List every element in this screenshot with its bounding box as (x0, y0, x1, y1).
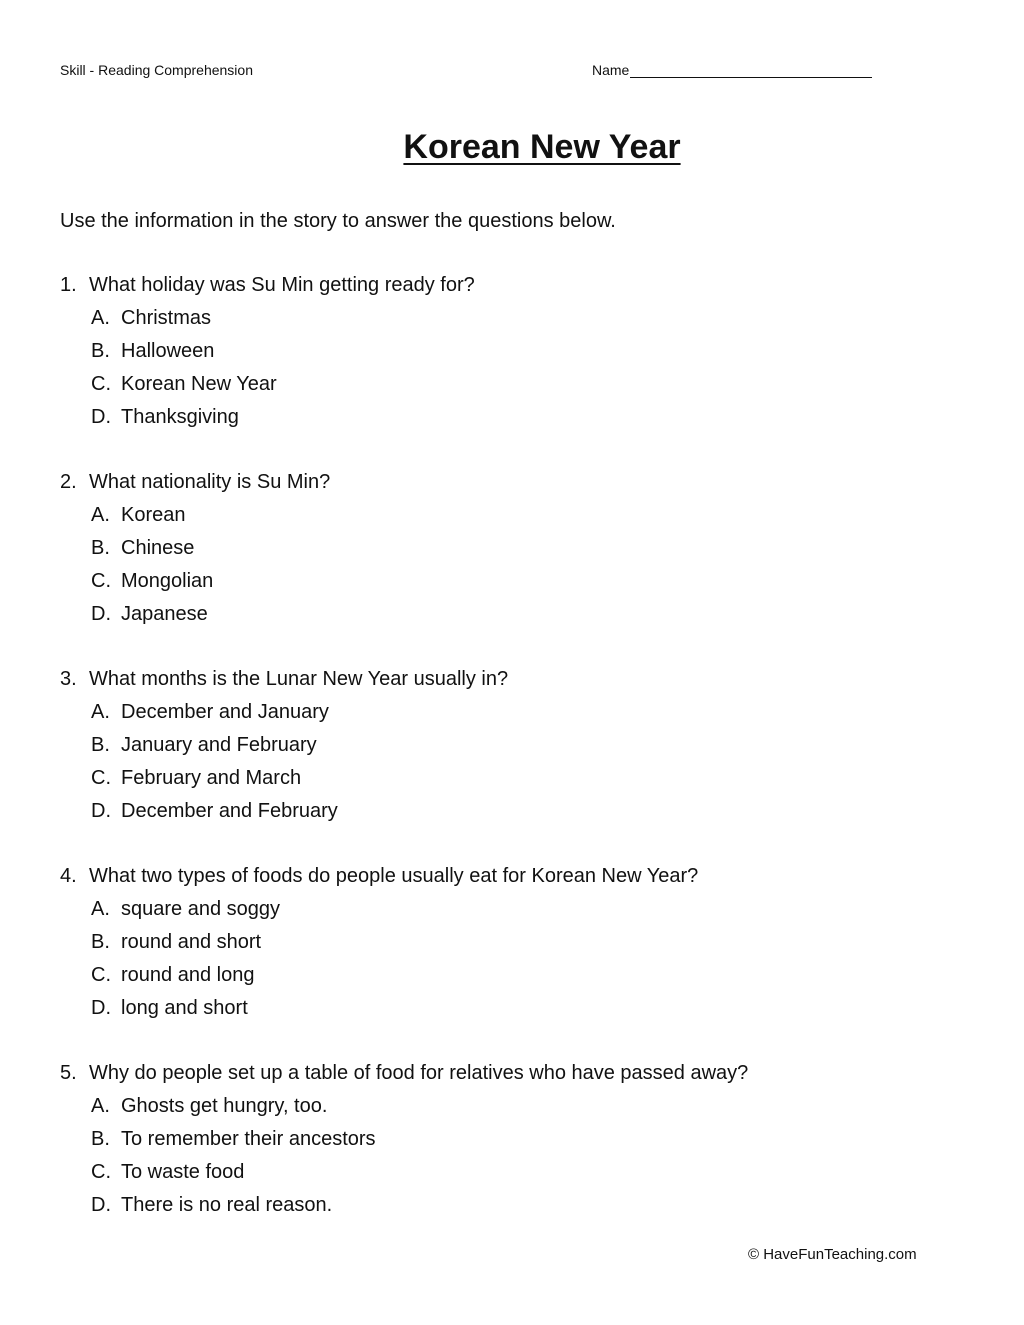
option-text: Mongolian (121, 570, 214, 592)
option-letter: A. (91, 898, 110, 920)
question-number: 5. (60, 1062, 77, 1084)
option-letter: D. (91, 603, 111, 625)
instructions: Use the information in the story to answer the questions below. (60, 210, 616, 232)
option-letter: D. (91, 997, 111, 1019)
question-number: 1. (60, 274, 77, 296)
question-text (60, 861, 960, 894)
name-label: Name (592, 62, 630, 78)
question-number: 4. (60, 865, 77, 887)
answer-option[interactable] (60, 566, 960, 599)
answer-option[interactable] (60, 697, 960, 730)
option-text: February and March (121, 767, 302, 789)
question-3 (60, 664, 960, 861)
skill-label: Skill - Reading Comprehension (60, 62, 253, 78)
option-text: round and long (121, 964, 255, 986)
question-number: 3. (60, 668, 77, 690)
option-text: December and February (121, 800, 338, 822)
option-letter: A. (91, 1095, 110, 1117)
answer-option[interactable] (60, 1190, 960, 1223)
option-text: Christmas (121, 307, 212, 329)
option-letter: B. (91, 340, 110, 362)
answer-option[interactable] (60, 796, 960, 829)
question-prompt: What nationality is Su Min? (89, 471, 331, 493)
option-letter: D. (91, 1194, 111, 1216)
question-text (60, 270, 960, 303)
question-prompt: What months is the Lunar New Year usually in? (89, 668, 509, 690)
option-letter: D. (91, 800, 111, 822)
answer-option[interactable] (60, 894, 960, 927)
option-letter: A. (91, 504, 110, 526)
option-letter: A. (91, 701, 110, 723)
question-list (60, 270, 960, 1255)
question-prompt: What two types of foods do people usually eat for Korean New Year? (89, 865, 699, 887)
option-text: Chinese (121, 537, 195, 559)
answer-option[interactable] (60, 500, 960, 533)
option-text: Korean New Year (121, 373, 277, 395)
answer-option[interactable] (60, 336, 960, 369)
question-text (60, 467, 960, 500)
question-text (60, 664, 960, 697)
answer-option[interactable] (60, 369, 960, 402)
option-text: There is no real reason. (121, 1194, 333, 1216)
option-letter: D. (91, 406, 111, 428)
question-4 (60, 861, 960, 1058)
answer-option[interactable] (60, 927, 960, 960)
answer-option[interactable] (60, 599, 960, 632)
name-field (592, 62, 872, 78)
name-blank-line[interactable] (630, 63, 872, 78)
option-text: To waste food (121, 1161, 245, 1183)
answer-option[interactable] (60, 303, 960, 336)
option-letter: B. (91, 931, 110, 953)
page-title: Korean New Year (403, 128, 681, 166)
answer-option[interactable] (60, 763, 960, 796)
question-prompt: What holiday was Su Min getting ready for? (89, 274, 475, 296)
option-text: Thanksgiving (121, 406, 239, 428)
option-letter: B. (91, 537, 110, 559)
option-letter: A. (91, 307, 110, 329)
answer-option[interactable] (60, 730, 960, 763)
question-prompt: Why do people set up a table of food for relatives who have passed away? (89, 1062, 749, 1084)
option-letter: B. (91, 1128, 110, 1150)
answer-option[interactable] (60, 1124, 960, 1157)
option-text: square and soggy (121, 898, 281, 920)
option-letter: C. (91, 373, 111, 395)
answer-option[interactable] (60, 993, 960, 1026)
answer-option[interactable] (60, 1091, 960, 1124)
option-letter: B. (91, 734, 110, 756)
question-number: 2. (60, 471, 77, 493)
option-text: Japanese (121, 603, 208, 625)
answer-option[interactable] (60, 1157, 960, 1190)
question-2 (60, 467, 960, 664)
option-text: To remember their ancestors (121, 1128, 376, 1150)
answer-option[interactable] (60, 402, 960, 435)
copyright-footer: © HaveFunTeaching.com (748, 1246, 917, 1263)
option-text: Halloween (121, 340, 215, 362)
option-text: December and January (121, 701, 329, 723)
option-letter: C. (91, 1161, 111, 1183)
option-text: January and February (121, 734, 317, 756)
option-letter: C. (91, 964, 111, 986)
option-text: long and short (121, 997, 248, 1019)
option-text: Korean (121, 504, 186, 526)
question-text (60, 1058, 960, 1091)
option-letter: C. (91, 767, 111, 789)
answer-option[interactable] (60, 533, 960, 566)
question-5 (60, 1058, 960, 1255)
question-1 (60, 270, 960, 467)
answer-option[interactable] (60, 960, 960, 993)
option-text: Ghosts get hungry, too. (121, 1095, 328, 1117)
option-text: round and short (121, 931, 262, 953)
option-letter: C. (91, 570, 111, 592)
